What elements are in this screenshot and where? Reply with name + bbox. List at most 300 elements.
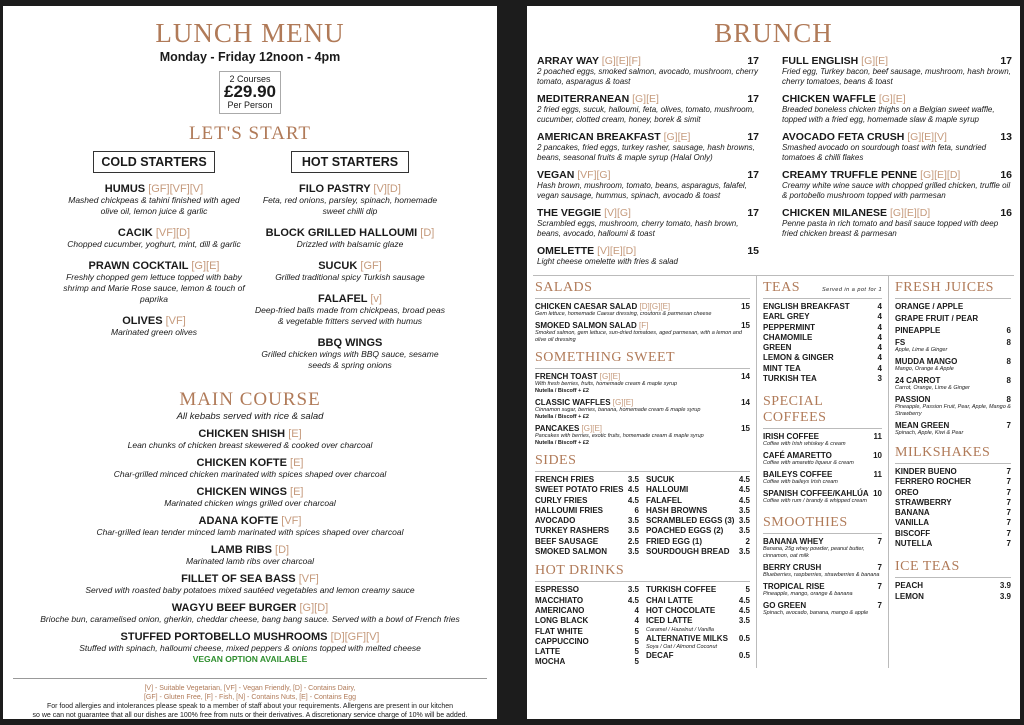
menu-item <box>537 245 759 267</box>
item-title <box>59 183 249 195</box>
price-line <box>535 616 639 626</box>
item-title <box>782 169 960 181</box>
price-courses: 2 Courses <box>229 74 271 84</box>
line-price: 3.5 <box>627 526 639 536</box>
item-description: Char-grilled minced chicken marinated with spices shaped over charcoal <box>113 469 387 479</box>
item-title <box>763 582 825 591</box>
item-name: GO GREEN <box>763 601 807 611</box>
item-description: Spinach, avocado, banana, mango & apple <box>763 610 869 617</box>
line-name: HALLOUMI FRIES <box>535 505 603 515</box>
smoothies-title: SMOOTHIES <box>763 515 882 534</box>
item-title <box>59 315 249 327</box>
item-title-row <box>763 563 882 572</box>
iced-latte-note <box>646 627 750 634</box>
item-title <box>895 357 957 366</box>
item-allergen-tags: [G][E] <box>599 372 621 381</box>
milkshakes-title: MILKSHAKES <box>895 445 1011 464</box>
item-name: BANANA WHEY <box>763 537 824 547</box>
item-name: BBQ WINGS <box>317 337 383 349</box>
item-description: Scrambled eggs, mushroom, cherry tomato, hash brown, beans, avocado, halloumi & toast <box>537 219 739 238</box>
line-name: LEMON & GINGER <box>763 353 834 363</box>
hot-drinks-grid <box>535 585 750 667</box>
item-allergen-tags: [GF] <box>360 260 382 272</box>
item-title-row <box>535 424 750 433</box>
line-name: SWEET POTATO FRIES <box>535 485 624 495</box>
cold-starters <box>59 151 249 371</box>
menu-item <box>782 55 1012 87</box>
teas-note: Served in a pot for 1 <box>821 287 882 293</box>
item-price: 17 <box>747 207 759 219</box>
vegan-option-note: VEGAN OPTION AVAILABLE <box>192 654 308 664</box>
lower-middle-column <box>757 276 889 668</box>
item-price: 14 <box>741 398 750 407</box>
item-description: Cinnamon sugar, berries, banana, homemade cream & maple syrup <box>535 407 701 413</box>
item-price: 10 <box>873 451 882 461</box>
price-line <box>763 343 882 353</box>
line-price: 7 <box>1006 497 1011 507</box>
line-name: HOT CHOCOLATE <box>646 605 716 615</box>
menu-item <box>535 424 750 447</box>
item-description: Mashed chickpeas & tahini finished with aged olive oil, lemon juice & garlic <box>68 195 240 216</box>
item-price: 17 <box>1000 55 1012 67</box>
item-name: LAMB RIBS <box>210 544 272 556</box>
line-name: MOCHA <box>535 657 566 667</box>
line-price: 7 <box>1006 477 1011 487</box>
line-price: 7 <box>1006 539 1011 549</box>
item-allergen-tags: [D] <box>420 227 435 239</box>
price-line <box>535 506 639 516</box>
item-title <box>895 376 940 385</box>
line-price: 4 <box>634 605 639 615</box>
menu-item <box>255 293 445 327</box>
item-allergen-tags: [G][E][F] <box>601 55 641 67</box>
line-name: ESPRESSO <box>535 585 580 595</box>
item-title <box>537 93 659 105</box>
item-title <box>23 602 477 614</box>
item-title-row <box>535 372 750 381</box>
item-allergen-tags: [F] <box>639 321 649 330</box>
item-name: OLIVES <box>122 315 163 327</box>
price-line <box>646 516 750 526</box>
menu-item <box>782 169 1012 201</box>
menu-item <box>255 183 445 217</box>
menu-item <box>895 421 1011 437</box>
item-title <box>763 470 832 479</box>
item-name: TROPICAL RISE <box>763 582 825 592</box>
item-description: 2 fried eggs, sucuk, halloumi, feta, olives, tomato, mushroom, cucumber, clotted cream, honey, borek & simit <box>537 105 755 124</box>
item-title-row <box>782 169 1012 181</box>
menu-item <box>895 326 1011 335</box>
item-title <box>895 421 949 430</box>
legend-line-4: so we can not guarantee that all our dishes are 100% free from nuts or their derivatives. A discretionary service charge of 10% will be added. <box>32 712 468 719</box>
item-price: 14 <box>741 372 750 381</box>
item-allergen-tags: [G][E] <box>861 55 888 67</box>
line-name: BANANA <box>895 508 930 518</box>
menu-item <box>23 631 477 654</box>
item-price: 7 <box>877 563 882 573</box>
item-name: THE VEGGIE <box>537 207 602 219</box>
menu-item <box>59 183 249 217</box>
allergen-legend <box>13 678 487 719</box>
item-allergen-tags: [VF][G] <box>577 169 611 181</box>
item-name: FILLET OF SEA BASS <box>181 573 296 585</box>
item-description: Pineapple, mango, orange & banana <box>763 591 853 598</box>
price-line <box>895 529 1011 539</box>
item-allergen-tags: [E] <box>290 457 304 469</box>
item-allergen-tags: [E] <box>290 486 304 498</box>
starters-title: LET'S START <box>188 123 312 144</box>
line-price: 4.5 <box>627 485 639 495</box>
price-line <box>535 647 639 657</box>
item-title-row <box>782 207 1012 219</box>
item-allergen-tags: [V][D] <box>373 183 401 195</box>
item-description: Marinated green olives <box>111 327 197 337</box>
sweet-title: SOMETHING SWEET <box>535 350 750 369</box>
item-title-row <box>537 55 759 67</box>
line-price: 7 <box>1006 487 1011 497</box>
item-title-row <box>782 93 1012 105</box>
item-title <box>537 131 690 143</box>
item-name: CHICKEN KOFTE <box>196 457 287 469</box>
item-description: Freshly chopped gem lettuce topped with baby shrimp and Marie Rose sauce, lemon & touch of paprika <box>63 272 245 304</box>
item-description: With fresh berries, fruits, homemade cream & maple syrup <box>535 381 678 387</box>
juices-title: FRESH JUICES <box>895 280 1011 299</box>
lunch-hours: Monday - Friday 12noon - 4pm <box>159 50 341 64</box>
price-line <box>646 485 750 495</box>
item-allergen-tags: [G][E] <box>663 131 691 143</box>
price-line <box>646 606 750 616</box>
price-line <box>895 488 1011 498</box>
item-price: 7 <box>877 537 882 547</box>
item-price: 7 <box>877 582 882 592</box>
brunch-right-column <box>782 49 1012 267</box>
item-name: SMOKED SALMON SALAD <box>535 321 637 330</box>
line-name: CHAMOMILE <box>763 332 813 342</box>
item-name: WAGYU BEEF BURGER <box>171 602 297 614</box>
legend-line-1: [V] - Suitable Vegetarian, [VF] - Vegan Friendly, [D] - Contains Dairy, <box>144 685 356 692</box>
item-description: Fried egg, Turkey bacon, beef sausage, mushroom, hash brown, cherry tomatoes, beans & toast <box>782 67 1011 86</box>
line-price: 4 <box>877 363 882 373</box>
line-name: CAPPUCCINO <box>535 636 589 646</box>
price-line <box>646 585 750 595</box>
item-name: CLASSIC WAFFLES <box>535 398 611 407</box>
brunch-dishes <box>527 49 1020 267</box>
line-price: 4 <box>877 322 882 332</box>
menu-item <box>782 93 1012 125</box>
item-description: Smoked salmon, gem lettuce, sun-dried tomatoes, aged parmesan, with a lemon and olive oil dressing <box>535 330 742 343</box>
menu-item <box>23 486 477 509</box>
item-name: FULL ENGLISH <box>782 55 859 67</box>
item-name: OMELETTE <box>537 245 595 257</box>
item-title-row <box>895 326 1011 335</box>
menu-item <box>535 302 750 318</box>
line-price: 3.5 <box>738 505 750 515</box>
item-description: Grilled traditional spicy Turkish sausage <box>275 272 425 282</box>
item-title-row <box>895 376 1011 385</box>
item-name: MEAN GREEN <box>895 421 950 430</box>
starters-columns <box>3 151 497 371</box>
hot-drinks-title: HOT DRINKS <box>535 563 750 582</box>
hot-starters <box>255 151 445 371</box>
item-title-row <box>763 432 882 441</box>
item-description: Char-grilled lean tender minced lamb marinated with spices shaped over charcoal <box>96 527 404 537</box>
item-price: 15 <box>741 302 750 311</box>
line-name: TURKISH COFFEE <box>646 585 717 595</box>
item-name: CHICKEN SHISH <box>198 428 286 440</box>
line-name: LEMON <box>895 591 924 601</box>
line-price: 3 <box>877 374 882 384</box>
price-line <box>646 651 750 661</box>
price-line <box>763 302 882 312</box>
line-price: 0.5 <box>738 633 750 643</box>
menu-item <box>23 457 477 480</box>
line-price: 3.9 <box>999 591 1011 601</box>
item-name: MEDITERRANEAN <box>537 93 630 105</box>
item-price: 7 <box>1006 421 1011 430</box>
item-name: BAILEYS COFFEE <box>763 470 833 480</box>
line-price: 4 <box>877 332 882 342</box>
line-name: SMOKED SALMON <box>535 547 607 557</box>
item-title <box>535 302 670 311</box>
item-allergen-tags: [G][E][D] <box>889 207 931 219</box>
price-line <box>646 496 750 506</box>
menu-item <box>763 489 882 505</box>
price-line <box>535 475 639 485</box>
item-price: 8 <box>1006 338 1011 347</box>
item-description: Breaded boneless chicken thighs on a Belgian sweet waffle, topped with a fried egg, homemade slaw & maple syrup <box>782 105 995 124</box>
price-line <box>895 467 1011 477</box>
line-price: 4.5 <box>738 595 750 605</box>
item-title-row <box>537 131 759 143</box>
item-title <box>535 424 602 433</box>
line-name: FRIED EGG (1) <box>646 536 703 546</box>
item-description: Mango, Orange & Apple <box>895 366 954 372</box>
item-name: CAFÉ AMARETTO <box>763 451 832 461</box>
item-title-row <box>763 537 882 546</box>
line-price: 0.5 <box>738 650 750 660</box>
item-price: 15 <box>741 424 750 433</box>
price-line <box>535 496 639 506</box>
item-allergen-tags: [G][E] <box>581 424 602 433</box>
teas-header <box>763 280 882 299</box>
line-name: GREEN <box>763 343 792 353</box>
menu-item <box>895 357 1011 373</box>
item-title-row <box>537 93 759 105</box>
line-name: EARL GREY <box>763 312 810 322</box>
item-allergen-tags: [VF] <box>165 315 186 327</box>
menu-item <box>59 315 249 338</box>
price-amount: £29.90 <box>224 82 276 101</box>
item-description: Coffee with rum / brandy & whipped cream <box>763 498 867 505</box>
item-name: PANCAKES <box>535 424 580 433</box>
price-line <box>895 539 1011 549</box>
item-title <box>23 486 477 498</box>
item-name: AMERICAN BREAKFAST <box>537 131 661 143</box>
item-name: PASSION <box>895 395 931 404</box>
item-name: CHICKEN CAESAR SALAD <box>535 302 638 311</box>
item-allergen-tags: [G][E] <box>632 93 659 105</box>
line-price: 3.5 <box>738 526 750 536</box>
item-price: 7 <box>877 601 882 611</box>
item-description: Smashed avocado on sourdough toast with feta, sundried tomatoes & chilli flakes <box>782 143 987 162</box>
item-allergen-tags: [VF][D] <box>155 227 191 239</box>
item-allergen-tags: [V][E][D] <box>597 245 637 257</box>
price-line <box>895 498 1011 508</box>
price-line <box>763 364 882 374</box>
price-line <box>646 537 750 547</box>
item-description: Chopped cucumber, yoghurt, mint, dill & garlic <box>67 239 241 249</box>
legend-line-3: For food allergies and intolerances please speak to a member of staff about your requirements. Allergens are present in our kitchen <box>46 703 454 710</box>
legend-line-2: [GF] - Gluten Free, [F] - Fish, [N] - Contains Nuts, [E] - Contains Egg <box>143 694 356 701</box>
line-name: CURLY FRIES <box>535 495 588 505</box>
price-line <box>535 537 639 547</box>
brunch-menu-page <box>527 6 1020 719</box>
item-title <box>537 207 631 219</box>
price-line <box>646 634 750 644</box>
item-name: CHICKEN WINGS <box>196 486 287 498</box>
item-title <box>537 55 641 67</box>
item-name: BERRY CRUSH <box>763 563 822 573</box>
line-name: ICED LATTE <box>646 616 693 626</box>
item-description: Coffee with amaretto liqueur & cream <box>763 460 854 467</box>
item-title <box>255 183 445 195</box>
line-price: 5 <box>634 647 639 657</box>
item-name: PINEAPPLE <box>895 326 941 335</box>
item-allergen-tags: [D][G][E] <box>639 302 671 311</box>
item-allergen-tags: [G][D] <box>299 602 329 614</box>
item-title <box>782 207 930 219</box>
lunch-menu-page <box>3 6 497 719</box>
item-title <box>895 302 963 311</box>
line-name: FERRERO ROCHER <box>895 477 972 487</box>
brunch-title: BRUNCH <box>714 18 833 48</box>
item-title <box>255 227 445 239</box>
line-name: FALAFEL <box>646 495 682 505</box>
item-price: 17 <box>747 169 759 181</box>
line-price: 4 <box>634 616 639 626</box>
item-title <box>535 372 620 381</box>
line-price: 4 <box>877 302 882 311</box>
line-name: NUTELLA <box>895 539 933 549</box>
main-course-title: MAIN COURSE <box>179 389 321 410</box>
lower-right-column <box>889 276 1011 668</box>
price-line <box>763 333 882 343</box>
line-name: HALLOUMI <box>646 485 689 495</box>
price-line <box>535 485 639 495</box>
item-allergen-tags: [D] <box>275 544 290 556</box>
item-description: Stuffed with spinach, halloumi cheese, mixed peppers & onions topped with melted cheese <box>79 643 421 653</box>
special-coffees-title: SPECIAL COFFEES <box>763 394 882 429</box>
item-name: PRAWN COCKTAIL <box>88 260 189 272</box>
item-description: Light cheese omelette with fries & salad <box>537 257 678 266</box>
item-title-row <box>763 601 882 610</box>
line-name: HASH BROWNS <box>646 505 708 515</box>
item-description: Feta, red onions, parsley, spinach, homemade sweet chilli dip <box>262 195 438 216</box>
line-price: 5 <box>634 657 639 667</box>
item-name: BLOCK GRILLED HALLOUMI <box>265 227 418 239</box>
item-name: 24 CARROT <box>895 376 941 385</box>
item-title <box>23 573 477 585</box>
price-line <box>895 581 1011 591</box>
item-price: 8 <box>1006 357 1011 366</box>
line-price: 4.5 <box>738 475 750 484</box>
price-line <box>646 616 750 626</box>
item-name: GRAPE FRUIT / PEAR <box>895 314 979 323</box>
item-description: Grilled chicken wings with BBQ sauce, sesame seeds & spring onions <box>261 349 439 370</box>
line-name: BEEF SAUSAGE <box>535 536 599 546</box>
item-allergen-tags: [VF] <box>298 573 319 585</box>
item-title <box>763 489 869 498</box>
item-title-row <box>782 55 1012 67</box>
main-course-subtitle: All kebabs served with rice & salad <box>176 411 324 422</box>
item-name: ARRAY WAY <box>537 55 599 67</box>
line-name: DECAF <box>646 650 674 660</box>
item-price: 13 <box>1000 131 1012 143</box>
menu-item <box>895 395 1011 418</box>
line-name: AVOCADO <box>535 516 576 526</box>
menu-item <box>782 131 1012 163</box>
line-name: LATTE <box>535 647 561 657</box>
item-title-row <box>537 169 759 181</box>
line-name: MACCHIATO <box>535 595 584 605</box>
item-price: 17 <box>747 93 759 105</box>
line-price: 3.5 <box>738 547 750 557</box>
line-price: 2 <box>745 536 750 546</box>
cold-starters-heading: COLD STARTERS <box>93 151 215 173</box>
menu-item <box>59 260 249 305</box>
price-line <box>763 353 882 363</box>
line-price: 3.5 <box>627 585 639 595</box>
line-name: TURKEY RASHERS <box>535 526 610 536</box>
note-text: Soya / Oat / Almond Coconut <box>646 643 718 650</box>
item-title <box>782 55 888 67</box>
item-price: 17 <box>747 131 759 143</box>
line-name: STRAWBERRY <box>895 497 952 507</box>
menu-item <box>255 227 445 250</box>
item-title-row <box>895 421 1011 430</box>
item-title <box>895 326 940 335</box>
item-title <box>255 293 445 305</box>
menu-item <box>535 398 750 421</box>
line-name: FLAT WHITE <box>535 626 583 636</box>
item-title-row <box>535 398 750 407</box>
menu-item <box>763 563 882 579</box>
line-price: 3.5 <box>738 616 750 626</box>
price-line <box>895 508 1011 518</box>
line-price: 4.5 <box>738 485 750 495</box>
item-description: Deep-fried balls made from chickpeas, broad peas & vegetable fritters served with humus <box>255 305 445 326</box>
line-price: 5 <box>745 585 750 595</box>
line-name: PEPPERMINT <box>763 322 816 332</box>
item-title <box>535 398 633 407</box>
item-price: 17 <box>747 55 759 67</box>
price-line <box>646 547 750 557</box>
item-price: 11 <box>873 470 882 480</box>
line-price: 4.5 <box>627 595 639 605</box>
price-line <box>535 627 639 637</box>
item-title-row <box>763 451 882 460</box>
line-name: SOURDOUGH BREAD <box>646 547 730 557</box>
item-extra: Nutella / Biscoff + £2 <box>535 440 589 446</box>
menu-item <box>895 376 1011 392</box>
item-price: 11 <box>873 432 882 442</box>
line-price: 5 <box>634 626 639 636</box>
menu-item <box>537 93 759 125</box>
item-extra: Nutella / Biscoff + £2 <box>535 388 589 394</box>
price-line <box>646 506 750 516</box>
item-description: Banana, 25g whey powder, peanut butter, cinnamon, oat milk <box>763 546 865 560</box>
menu-item <box>763 451 882 467</box>
